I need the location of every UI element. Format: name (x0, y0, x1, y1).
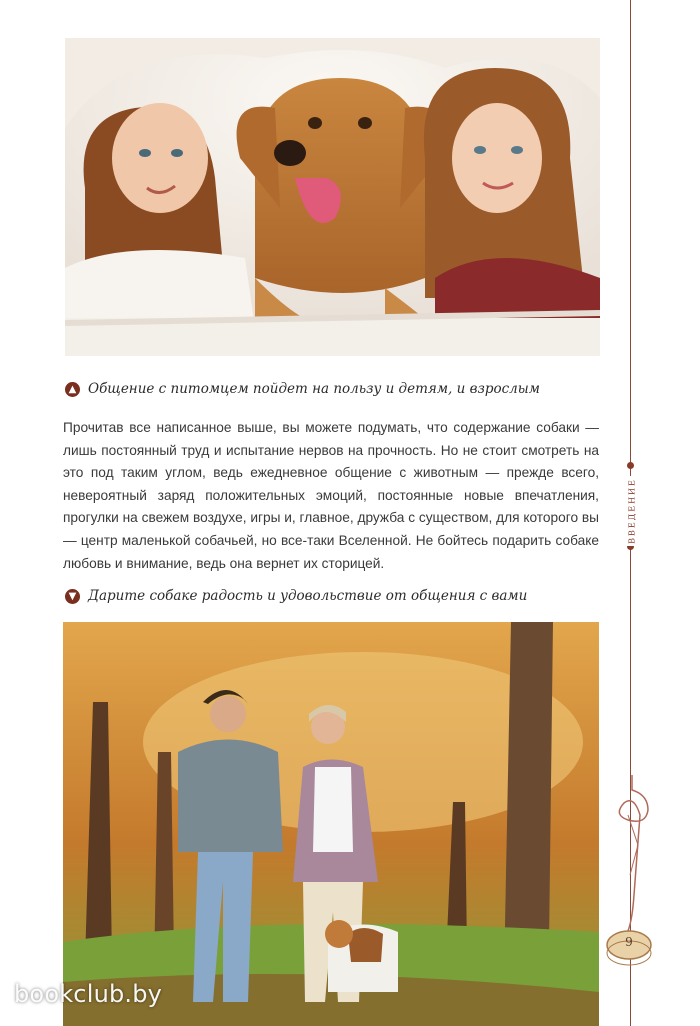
arrow-up-icon: ▲ (65, 382, 80, 397)
caption-bottom-text: Дарите собаке радость и удовольствие от общения с вами (88, 588, 528, 604)
couple-walking-dog-photo (63, 622, 599, 1026)
arrow-down-icon: ▼ (65, 589, 80, 604)
kids-with-dog-photo (65, 38, 600, 356)
caption-top-text: Общение с питомцем пойдет на пользу и детям, и взрослым (88, 381, 540, 397)
body-paragraph: Прочитав все написанное выше, вы можете подумать, что содержание собаки — лишь постоянный труд и испытание нервов на прочность. Но не стоит смотреть на это под таким углом, ведь ежедневное общение с животным — прежде всего, невероятный заряд положительных эмоций, постоянные новые впечатления, прогулки на свежем воздухе, игры и, главное, дружба с существом, для которого вы — центр маленькой собачьей, но все-таки Вселенной. Не бойтесь подарить собаке любовь и внимание, ведь она вернет их сторицей. (63, 420, 599, 571)
page-number: 9 (625, 935, 633, 949)
section-label (622, 476, 642, 546)
section-label-text: ВВЕДЕНИЕ (627, 478, 637, 544)
caption-bottom (65, 588, 600, 604)
watermark-logo: bookclub.by (14, 980, 163, 1008)
margin-dot-top (627, 462, 634, 469)
caption-top (65, 381, 600, 397)
